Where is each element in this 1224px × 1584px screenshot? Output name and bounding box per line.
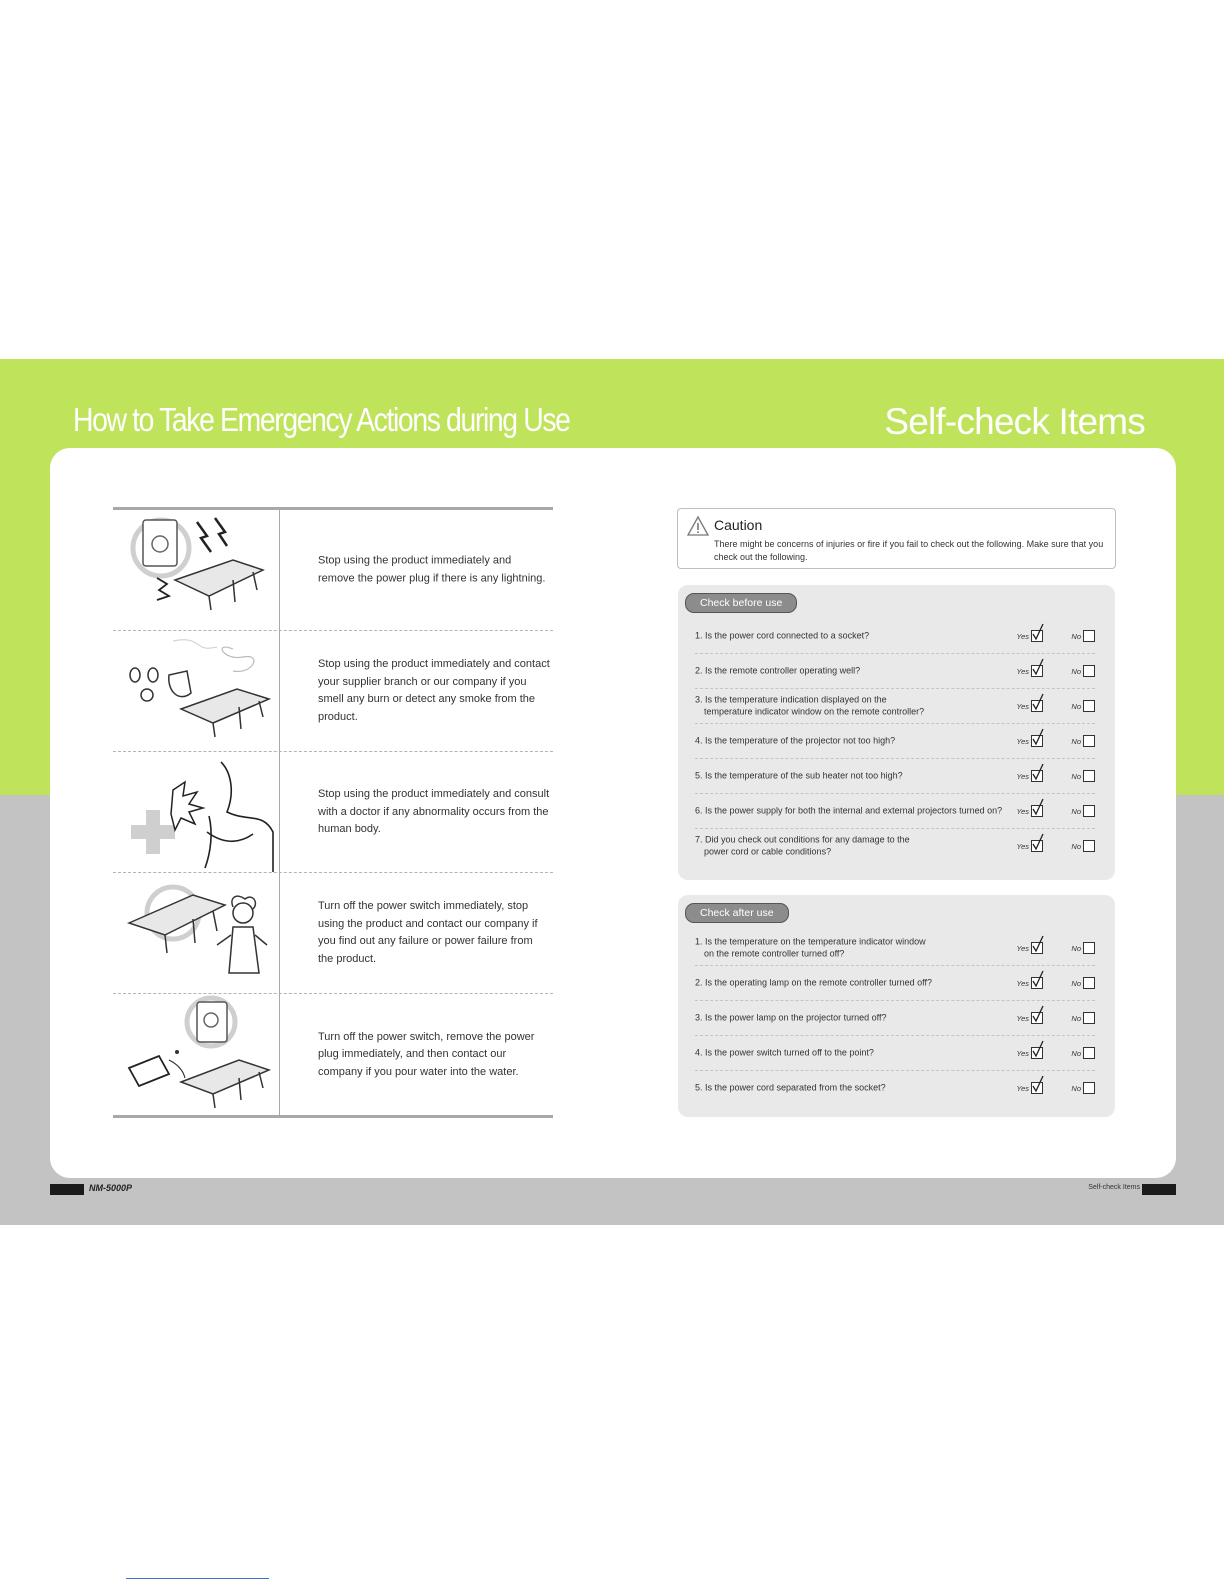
check-question-line: 5. Is the power cord separated from the socket? — [695, 1082, 886, 1093]
no-option[interactable] — [1071, 700, 1095, 712]
yes-option[interactable] — [1016, 665, 1043, 677]
no-label: No — [1071, 1083, 1081, 1093]
no-label: No — [1071, 631, 1081, 641]
yes-label: Yes — [1016, 666, 1029, 676]
no-option[interactable] — [1071, 1012, 1095, 1024]
check-after-list — [695, 931, 1095, 1105]
caution-box — [677, 508, 1116, 569]
no-option[interactable] — [1071, 942, 1095, 954]
emergency-text: Stop using the product immediately and consult with a doctor if any abnormality occurs from the human body. — [318, 787, 550, 835]
no-checkbox[interactable] — [1083, 805, 1095, 817]
check-before-use-label: Check before use — [685, 593, 797, 613]
check-question — [695, 1012, 886, 1024]
yes-checkbox[interactable] — [1031, 1047, 1043, 1059]
check-question-line: on the remote controller turned off? — [704, 948, 845, 958]
emergency-text: Turn off the power switch, remove the power plug immediately, and then contact our company if you pour water into the water. — [318, 1030, 535, 1078]
no-option[interactable] — [1071, 1047, 1095, 1059]
no-label: No — [1071, 1013, 1081, 1023]
no-checkbox[interactable] — [1083, 977, 1095, 989]
check-item — [695, 654, 1095, 689]
yes-label: Yes — [1016, 1048, 1029, 1058]
check-mark-icon — [1031, 623, 1045, 641]
yes-checkbox[interactable] — [1031, 977, 1043, 989]
check-question-line: 1. Is the temperature on the temperature indicator window — [695, 936, 926, 947]
no-checkbox[interactable] — [1083, 1082, 1095, 1094]
no-checkbox[interactable] — [1083, 1012, 1095, 1024]
check-question — [695, 770, 903, 782]
footer-model: NM-5000P — [89, 1183, 133, 1193]
no-option[interactable] — [1071, 977, 1095, 989]
yes-option[interactable] — [1016, 977, 1043, 989]
check-question-line: 3. Is the power lamp on the projector turned off? — [695, 1012, 887, 1023]
check-question — [695, 735, 895, 747]
yes-option[interactable] — [1016, 1082, 1043, 1094]
yes-option[interactable] — [1016, 770, 1043, 782]
emergency-text: Stop using the product immediately and remove the power plug if there is any lightning. — [318, 554, 546, 584]
check-item — [695, 619, 1095, 654]
no-checkbox[interactable] — [1083, 770, 1095, 782]
yes-label: Yes — [1016, 701, 1029, 711]
footer-section: Self-check Items — [1088, 1184, 1140, 1191]
check-question-line: 4. Is the power switch turned off to the point? — [695, 1047, 874, 1058]
yes-label: Yes — [1016, 943, 1029, 953]
no-checkbox[interactable] — [1083, 1047, 1095, 1059]
yes-label: Yes — [1016, 771, 1029, 781]
emergency-text: Turn off the power switch immediately, stop using the product and contact our company if you find out any failure or power failure from the product. — [318, 900, 538, 965]
yes-option[interactable] — [1016, 805, 1043, 817]
check-before-use-panel — [678, 585, 1115, 880]
emergency-row — [113, 752, 553, 873]
check-mark-icon — [1031, 970, 1045, 988]
no-option[interactable] — [1071, 770, 1095, 782]
check-question-line: 7. Did you check out conditions for any damage to the — [695, 834, 910, 845]
check-question — [695, 937, 926, 960]
yes-option[interactable] — [1016, 840, 1043, 852]
yes-label: Yes — [1016, 631, 1029, 641]
water-spill-illustration — [113, 994, 280, 1115]
no-checkbox[interactable] — [1083, 840, 1095, 852]
check-mark-icon — [1031, 935, 1045, 953]
footer-bar-left — [50, 1184, 84, 1195]
no-checkbox[interactable] — [1083, 700, 1095, 712]
check-mark-icon — [1031, 1075, 1045, 1093]
yes-checkbox[interactable] — [1031, 840, 1043, 852]
no-label: No — [1071, 978, 1081, 988]
check-question — [695, 695, 924, 718]
check-question-line: 1. Is the power cord connected to a socket? — [695, 630, 870, 641]
check-mark-icon — [1031, 798, 1045, 816]
yes-checkbox[interactable] — [1031, 942, 1043, 954]
no-label: No — [1071, 806, 1081, 816]
yes-checkbox[interactable] — [1031, 805, 1043, 817]
check-question — [695, 977, 932, 989]
emergency-row — [113, 994, 553, 1115]
check-question-line: 5. Is the temperature of the sub heater not too high? — [695, 770, 903, 781]
check-question-line: temperature indicator window on the remote controller? — [704, 706, 925, 716]
yes-checkbox[interactable] — [1031, 1082, 1043, 1094]
yes-checkbox[interactable] — [1031, 770, 1043, 782]
check-before-list — [695, 619, 1095, 863]
no-option[interactable] — [1071, 1082, 1095, 1094]
no-checkbox[interactable] — [1083, 735, 1095, 747]
no-checkbox[interactable] — [1083, 942, 1095, 954]
yes-checkbox[interactable] — [1031, 735, 1043, 747]
emergency-text: Stop using the product immediately and contact your supplier branch or our company if you smell any burn or detect any smoke from the product. — [318, 658, 550, 723]
check-question-line: power cord or cable conditions? — [704, 846, 832, 856]
check-item — [695, 794, 1095, 829]
check-question — [695, 805, 1002, 817]
caution-text: There might be concerns of injuries or fire if you fail to check out the following. Make sure that you check out the following. — [714, 539, 1104, 562]
check-item — [695, 1071, 1095, 1105]
yes-option[interactable] — [1016, 700, 1043, 712]
check-item — [695, 724, 1095, 759]
check-question — [695, 835, 910, 858]
no-label: No — [1071, 943, 1081, 953]
yes-checkbox[interactable] — [1031, 665, 1043, 677]
check-item — [695, 931, 1095, 966]
check-mark-icon — [1031, 693, 1045, 711]
page-title-right: Self-check Items — [884, 401, 1145, 442]
yes-option[interactable] — [1016, 630, 1043, 642]
check-mark-icon — [1031, 658, 1045, 676]
yes-option[interactable] — [1016, 735, 1043, 747]
check-question-line: 2. Is the operating lamp on the remote controller turned off? — [695, 977, 932, 988]
no-option[interactable] — [1071, 630, 1095, 642]
check-question — [695, 665, 860, 677]
emergency-actions-table — [113, 507, 553, 1118]
yes-label: Yes — [1016, 1083, 1029, 1093]
check-mark-icon — [1031, 1005, 1045, 1023]
body-abnormality-illustration — [113, 752, 280, 872]
check-question-line: 4. Is the temperature of the projector not too high? — [695, 735, 896, 746]
no-option[interactable] — [1071, 735, 1095, 747]
check-question — [695, 1082, 886, 1094]
emergency-row — [113, 631, 553, 752]
caution-title: Caution — [714, 517, 763, 533]
check-item — [695, 1036, 1095, 1071]
check-item — [695, 829, 1095, 863]
check-question-line: 2. Is the remote controller operating well? — [695, 665, 861, 676]
yes-label: Yes — [1016, 806, 1029, 816]
no-label: No — [1071, 771, 1081, 781]
no-label: No — [1071, 841, 1081, 851]
check-item — [695, 1001, 1095, 1036]
no-label: No — [1071, 701, 1081, 711]
warning-triangle-icon — [686, 515, 710, 542]
no-option[interactable] — [1071, 805, 1095, 817]
check-item — [695, 689, 1095, 724]
check-question — [695, 630, 869, 642]
lightning-unplug-illustration — [113, 510, 280, 630]
check-after-use-label: Check after use — [685, 903, 789, 923]
page-title-left: How to Take Emergency Actions during Use — [73, 401, 570, 438]
yes-label: Yes — [1016, 1013, 1029, 1023]
check-after-use-panel — [678, 895, 1115, 1117]
no-option[interactable] — [1071, 840, 1095, 852]
no-label: No — [1071, 736, 1081, 746]
smoke-smell-illustration — [113, 631, 280, 751]
yes-checkbox[interactable] — [1031, 700, 1043, 712]
link-underline — [126, 1578, 269, 1579]
emergency-row — [113, 510, 553, 631]
check-mark-icon — [1031, 1040, 1045, 1058]
no-checkbox[interactable] — [1083, 665, 1095, 677]
check-mark-icon — [1031, 833, 1045, 851]
check-item — [695, 966, 1095, 1001]
yes-label: Yes — [1016, 978, 1029, 988]
footer-bar-right — [1142, 1184, 1176, 1195]
yes-label: Yes — [1016, 841, 1029, 851]
yes-option[interactable] — [1016, 1047, 1043, 1059]
no-label: No — [1071, 1048, 1081, 1058]
yes-checkbox[interactable] — [1031, 1012, 1043, 1024]
yes-option[interactable] — [1016, 942, 1043, 954]
check-item — [695, 759, 1095, 794]
no-checkbox[interactable] — [1083, 630, 1095, 642]
check-mark-icon — [1031, 728, 1045, 746]
yes-checkbox[interactable] — [1031, 630, 1043, 642]
yes-option[interactable] — [1016, 1012, 1043, 1024]
no-label: No — [1071, 666, 1081, 676]
yes-label: Yes — [1016, 736, 1029, 746]
no-option[interactable] — [1071, 665, 1095, 677]
emergency-row — [113, 873, 553, 994]
power-failure-illustration — [113, 873, 280, 993]
check-mark-icon — [1031, 763, 1045, 781]
check-question-line: 6. Is the power supply for both the internal and external projectors turned on? — [695, 805, 1003, 816]
check-question — [695, 1047, 874, 1059]
check-question-line: 3. Is the temperature indication displayed on the — [695, 694, 887, 705]
